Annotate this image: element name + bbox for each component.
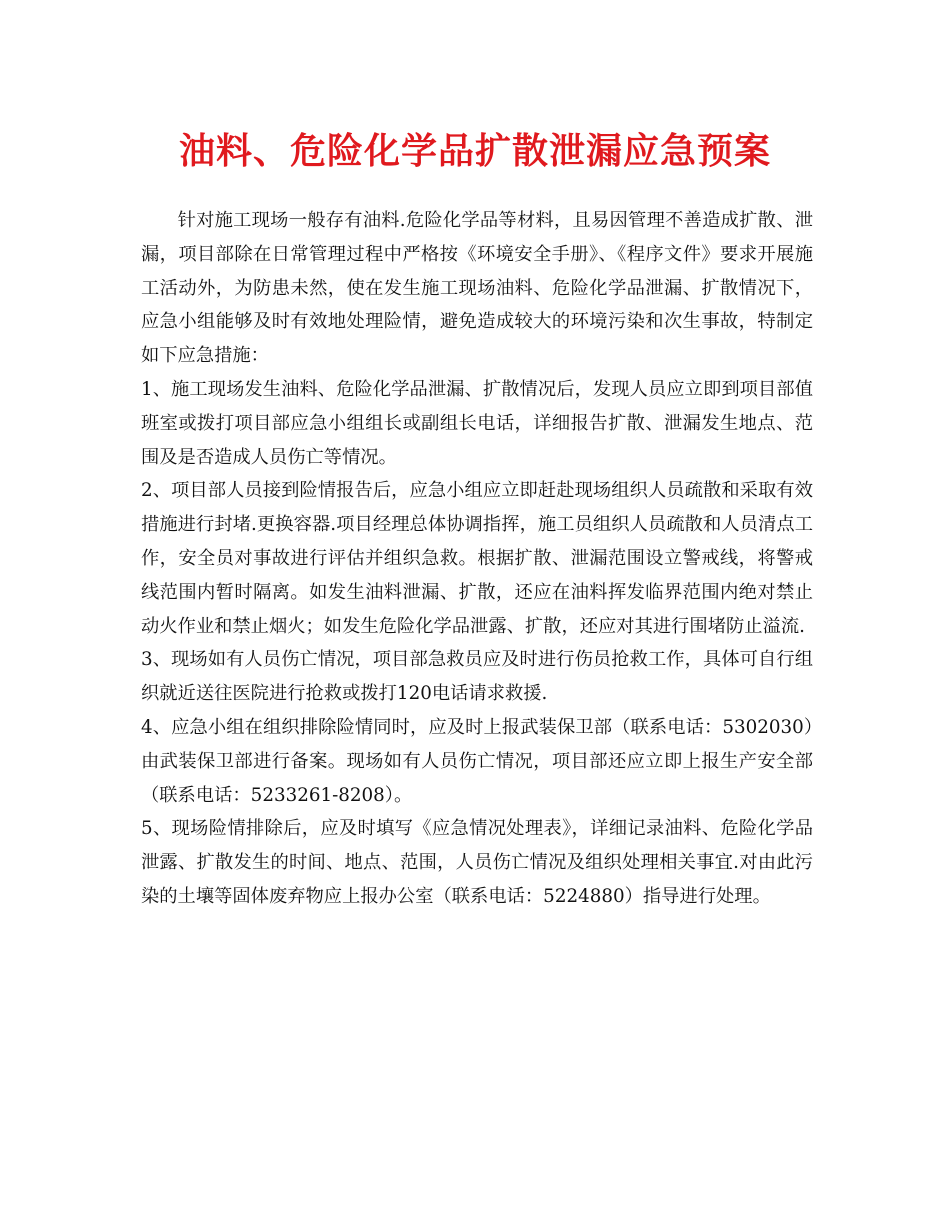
intro-paragraph: 针对施工现场一般存有油料.危险化学品等材料，且易因管理不善造成扩散、泄漏，项目部除在日常管理过程中严格按《环境安全手册》、《程序文件》要求开展施工活动外，为防患未然，使在发生施工现场油料、危险化学品泄漏、扩散情况下，应急小组能够及时有效地处理险情，避免造成较大的环境污染和次生事故，特制定如下应急措施：	[141, 210, 813, 367]
measure-item-1: 1、施工现场发生油料、危险化学品泄漏、扩散情况后，发现人员应立即到项目部值班室或拨打项目部应急小组组长或副组长电话，详细报告扩散、泄漏发生地点、范围及是否造成人员伤亡等情况。	[141, 378, 813, 468]
measure-item-2: 2、项目部人员接到险情报告后，应急小组应立即赶赴现场组织人员疏散和采取有效措施进行封堵.更换容器.项目经理总体协调指挥，施工员组织人员疏散和人员清点工作，安全员对事故进行评估并组织急救。根据扩散、泄漏范围设立警戒线，将警戒线范围内暂时隔离。如发生油料泄漏、扩散，还应在油料挥发临界范围内绝对禁止动火作业和禁止烟火；如发生危险化学品泄露、扩散，还应对其进行围堵防止溢流.	[141, 480, 813, 637]
measure-item-4: 4、应急小组在组织排除险情同时，应及时上报武装保卫部（联系电话：5302030）由武装保卫部进行备案。现场如有人员伤亡情况，项目部还应立即上报生产安全部（联系电话：5233261-8208）。	[141, 716, 813, 806]
measure-item-3: 3、现场如有人员伤亡情况，项目部急救员应及时进行伤员抢救工作，具体可自行组织就近送往医院进行抢救或拨打120电话请求救援.	[141, 649, 813, 705]
document-title: 油料、危险化学品扩散泄漏应急预案	[178, 131, 771, 172]
document-body	[141, 204, 813, 914]
measure-item-5: 5、现场险情排除后，应及时填写《应急情况处理表》，详细记录油料、危险化学品泄露、扩散发生的时间、地点、范围，人员伤亡情况及组织处理相关事宜.对由此污染的土壤等固体废弃物应上报办公室（联系电话：5224880）指导进行处理。	[141, 818, 813, 907]
